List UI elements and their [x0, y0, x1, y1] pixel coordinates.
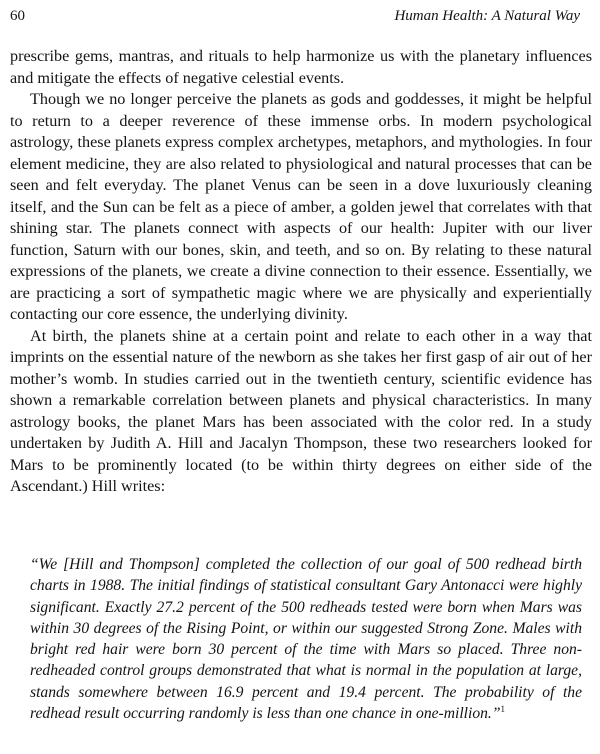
footnote-marker: 1 — [500, 703, 505, 714]
page-header — [10, 8, 580, 30]
quote-body: “We [Hill and Thompson] completed the collection of our goal of 500 redhead birth charts in 1988. The initial findings of statistical consultant Gary Antonacci were highly significant. Exactly 27.2 percent of the 500 redheads tested were born when Mars was within 30 degrees of the Rising Point, or within our suggested Strong Zone. Males with bright red hair were born 30 percent of the time with Mars so placed. Three non-redheaded control groups demonstrated that what is normal in the population at large, stands somewhere between 16.9 percent and 19.4 percent. The probability of the redhead result occurring randomly is less than one chance in one-million.” — [30, 556, 582, 723]
paragraph-birth: At birth, the planets shine at a certain point and relate to each other in a way that imprints on the essential nature of the newborn as she takes her first gasp of air out of her mother’s womb. In studies carried out in the twentieth century, scientific evidence has shown a remarkable correlation between planets and physical characteristics. In many astrology books, the planet Mars has been associated with the color red. In a study undertaken by Judith A. Hill and Jacalyn Thompson, these two researchers looked for Mars to be prominently located (to be within thirty degrees on either side of the Ascendant.) Hill writes: — [10, 326, 592, 495]
page-number: 60 — [10, 8, 25, 24]
body-text — [10, 46, 592, 498]
block-quote — [30, 554, 582, 724]
quote-text — [30, 554, 582, 724]
paragraph-continued: prescribe gems, mantras, and rituals to help harmonize us with the planetary influences and mitigate the effects of negative celestial events. — [10, 47, 592, 87]
running-title: Human Health: A Natural Way — [394, 8, 580, 24]
paragraph-planets: Though we no longer perceive the planets as gods and goddesses, it might be helpful to return to a deeper reverence of these immense orbs. In modern psychological astrology, these planets express complex archetypes, metaphors, and mythologies. In four element medicine, they are also related to physiological and natural processes that can be seen and felt everyday. The planet Venus can be seen in a dove luxuriously cleaning itself, and the Sun can be felt as a piece of amber, a golden jewel that correlates with that shining star. The planets connect with aspects of our health: Jupiter with our liver function, Saturn with our bones, skin, and teeth, and so on. By relating to these natural expressions of the planets, we create a divine connection to their essence. Essentially, we are practicing a sort of sympathetic magic where we are physically and experientially contacting our core essence, the underlying divinity. — [10, 90, 592, 323]
